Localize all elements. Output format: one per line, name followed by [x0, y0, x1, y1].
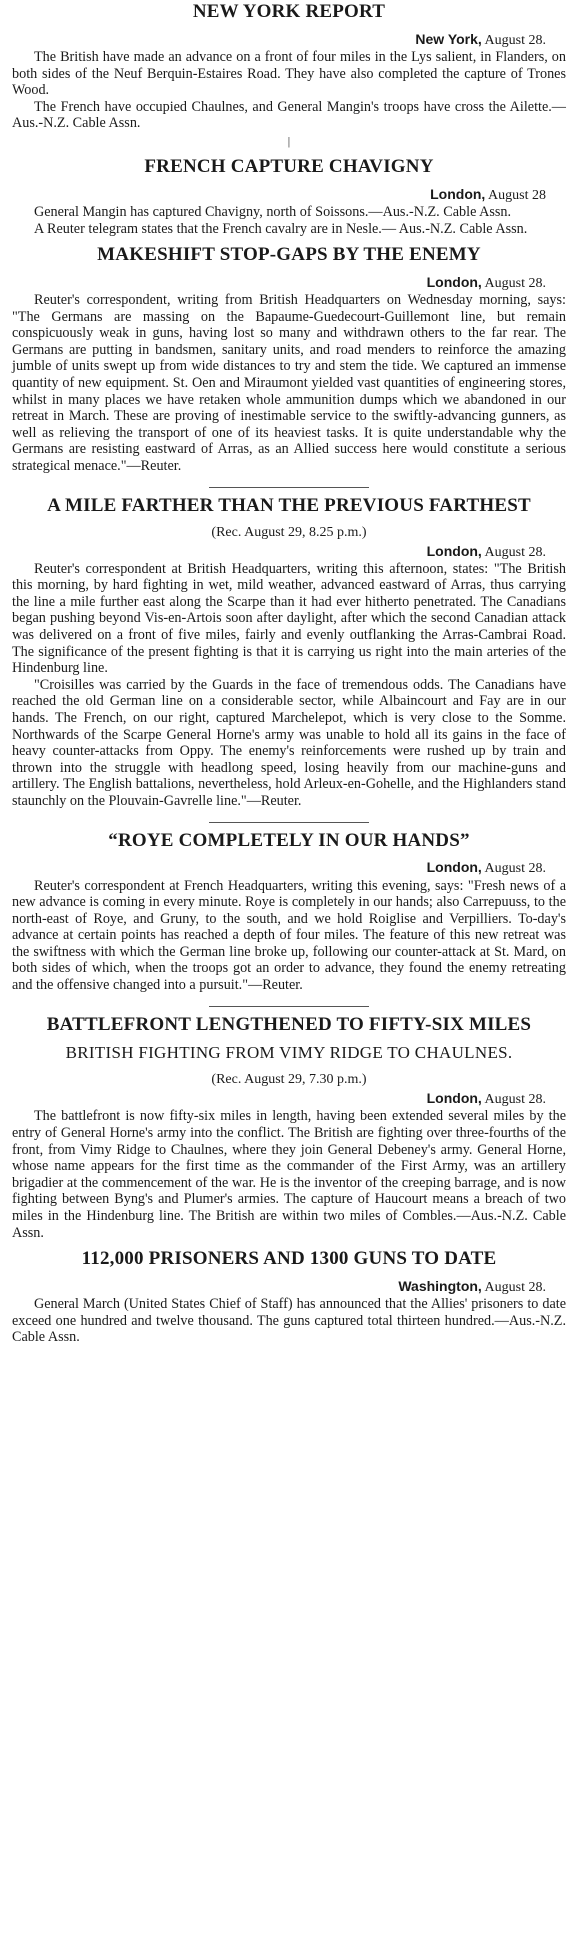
dateline-date: August 28. [484, 32, 546, 48]
dateline-place: London, [426, 542, 482, 559]
section-divider [209, 822, 369, 823]
article-headline: FRENCH CAPTURE CHAVIGNY [144, 155, 434, 177]
article-paragraph: A Reuter telegram states that the French cavalry are in Nesle.— Aus.-N.Z. Cable Assn. [34, 220, 528, 237]
dateline-place: Washington, [398, 1277, 482, 1294]
section-divider [209, 487, 369, 488]
dateline [12, 543, 546, 561]
article-paragraph: Reuter's correspondent, writing from British Headquarters on Wednesday morning, says: "The Germans are massing on the Bapaume-Guedecourt-Guillemont line, but remain conspicuously weak in guns, having lost so many and withdrawn others to the far rear. The Germans are putting in bandsmen, sanitary units, and road menders to reinforce the amazing jumble of units swept up from wide distances to try and stem the tide. We captured an immense quantity of new equipment. St. Oen and Miraumont yielded vast quantities of engineering stores, whilst in many places we have retaken whole ammunition dumps which we abandoned in our retreat in March. These are proving of inestimable service to the swiftly-advancing gunners, as well as relieving the transport of one of its heaviest tasks. It is quite understandable why the Germans are resisting eastward of Arras, as an Allied success here would constitute a serious strategical menace."—Reuter. [12, 292, 566, 475]
dateline-date: August 28. [484, 1092, 546, 1108]
article-headline: NEW YORK REPORT [192, 1, 386, 22]
dateline-place: London, [430, 185, 486, 202]
received-note: (Rec. August 29, 7.30 p.m.) [211, 1072, 367, 1088]
article-french-capture-chavigny [12, 157, 566, 237]
article-battlefront-lengthened [12, 1015, 566, 1241]
article-makeshift-stop-gaps [12, 245, 566, 475]
article-headline: “ROYE COMPLETELY IN OUR HANDS” [108, 829, 470, 851]
dateline-place: London, [426, 274, 482, 291]
article-new-york-report [12, 2, 566, 132]
dateline [12, 274, 546, 292]
article-headline: A MILE FARTHER THAN THE PREVIOUS FARTHEST [47, 494, 531, 516]
article-paragraph: Reuter's correspondent at British Headquarters, writing this afternoon, states: "The British this morning, by hard fighting in wet, mild weather, advanced eastward of Arras, thus carrying the line a mile further east along the Scarpe than it had ever hitherto penetrated. The Canadians began pushing beyond Vis-en-Artois soon after daylight, after which the second Canadian attack was delivered on a front of five miles, fairly and evenly outflanking the Arras-Cambrai Road. The significance of the present fighting is that it is carrying us right into the main arteries of the Hindenburg line. [12, 560, 566, 677]
article-mile-farther [12, 496, 566, 810]
dateline-place: New York, [415, 30, 482, 47]
article-prisoners-and-guns [12, 1249, 566, 1346]
dateline [12, 31, 546, 49]
dateline-place: London, [426, 859, 482, 876]
article-headline: MAKESHIFT STOP-GAPS BY THE ENEMY [97, 244, 481, 266]
article-headline: BATTLEFRONT LENGTHENED TO FIFTY-SIX MILES [46, 1013, 532, 1035]
received-note: (Rec. August 29, 8.25 p.m.) [211, 524, 367, 540]
article-paragraph: The battlefront is now fifty-six miles in length, having been extended several miles by the entry of General Horne's army into the conflict. The British are fighting over three-fourths of the front, from Vimy Ridge to Chaulnes, where they join General Debeney's army. General Horne, whose name appears for the first time as the commander of the First Army, was an artillery brigadier at the commencement of the war. He is the inventor of the creeping barrage, and is now fighting between Byng's and Plumer's armies. The capture of Haucourt means a breach of two miles in the Hindenburg line. The British are within two miles of Combles.—Aus.-N.Z. Cable Assn. [12, 1108, 566, 1241]
dateline [12, 859, 546, 877]
dateline [12, 1278, 546, 1296]
dateline-date: August 28 [488, 187, 546, 203]
article-paragraph: The British have made an advance on a front of four miles in the Lys salient, in Flanders, on both sides of the Neuf Berquin-Estaires Road. They have also completed the capture of Trones Wood. [12, 48, 566, 99]
dateline [12, 1090, 546, 1108]
dateline-date: August 28. [484, 544, 546, 560]
dateline-date: August 28. [484, 1279, 546, 1295]
article-paragraph: General March (United States Chief of Staff) has announced that the Allies' prisoners to date exceed one hundred and twelve thousand. The guns captured total thirteen hundred.—Aus.-N.Z. Cable Assn. [12, 1296, 566, 1346]
article-subheadline: BRITISH FIGHTING FROM VIMY RIDGE TO CHAULNES. [65, 1042, 513, 1062]
article-paragraph: General Mangin has captured Chavigny, north of Soissons.—Aus.-N.Z. Cable Assn. [34, 203, 512, 220]
dateline-place: London, [426, 1090, 482, 1107]
article-roye-completely [12, 831, 566, 994]
article-paragraph: The French have occupied Chaulnes, and General Mangin's troops have cross the Ailette.—Aus.-N.Z. Cable Assn. [12, 98, 566, 132]
article-paragraph: "Croisilles was carried by the Guards in the face of tremendous odds. The Canadians have reached the old German line on a considerable sector, while Albaincourt and Fay are in our hands. The French, on our right, captured Marchelepot, which is very close to the Somme. Northwards of the Scarpe General Horne's army was unable to hold all its gains in the face of heavy counter-attacks from Oppy. The enemy's reinforcements were rushed up by train and thrown into the struggle with headlong speed, losing heavily from our machine-guns and artillery. The English battalions, nevertheless, hold Arleux-en-Gohelle, and the Highlanders stand staunchly on the Plouvain-Gavrelle line."—Reuter. [12, 676, 566, 809]
dateline-date: August 28. [484, 276, 546, 292]
article-paragraph: Reuter's correspondent at French Headquarters, writing this evening, says: "Fresh news of a new advance is coming in every minute. Roye is completely in our hands; also Carrepuuss, to the north-east of Roye, and Gruny, to the south, and we hold Roiglise and Verpilliers. To-day's advance at certain points has reached a depth of four miles. The feature of this new retreat was the swiftness with which the German line broke up, following our counter-attack at St. Mard, on both sides of which, when the troops got an order to advance, they found the enemy retreating and the offensive changed into a pursuit."—Reuter. [12, 877, 566, 994]
dateline-date: August 28. [484, 861, 546, 877]
article-headline: 112,000 PRISONERS AND 1300 GUNS TO DATE [81, 1248, 497, 1270]
dateline [12, 186, 546, 204]
section-divider [209, 1006, 369, 1007]
separator-mark: | [287, 133, 291, 148]
